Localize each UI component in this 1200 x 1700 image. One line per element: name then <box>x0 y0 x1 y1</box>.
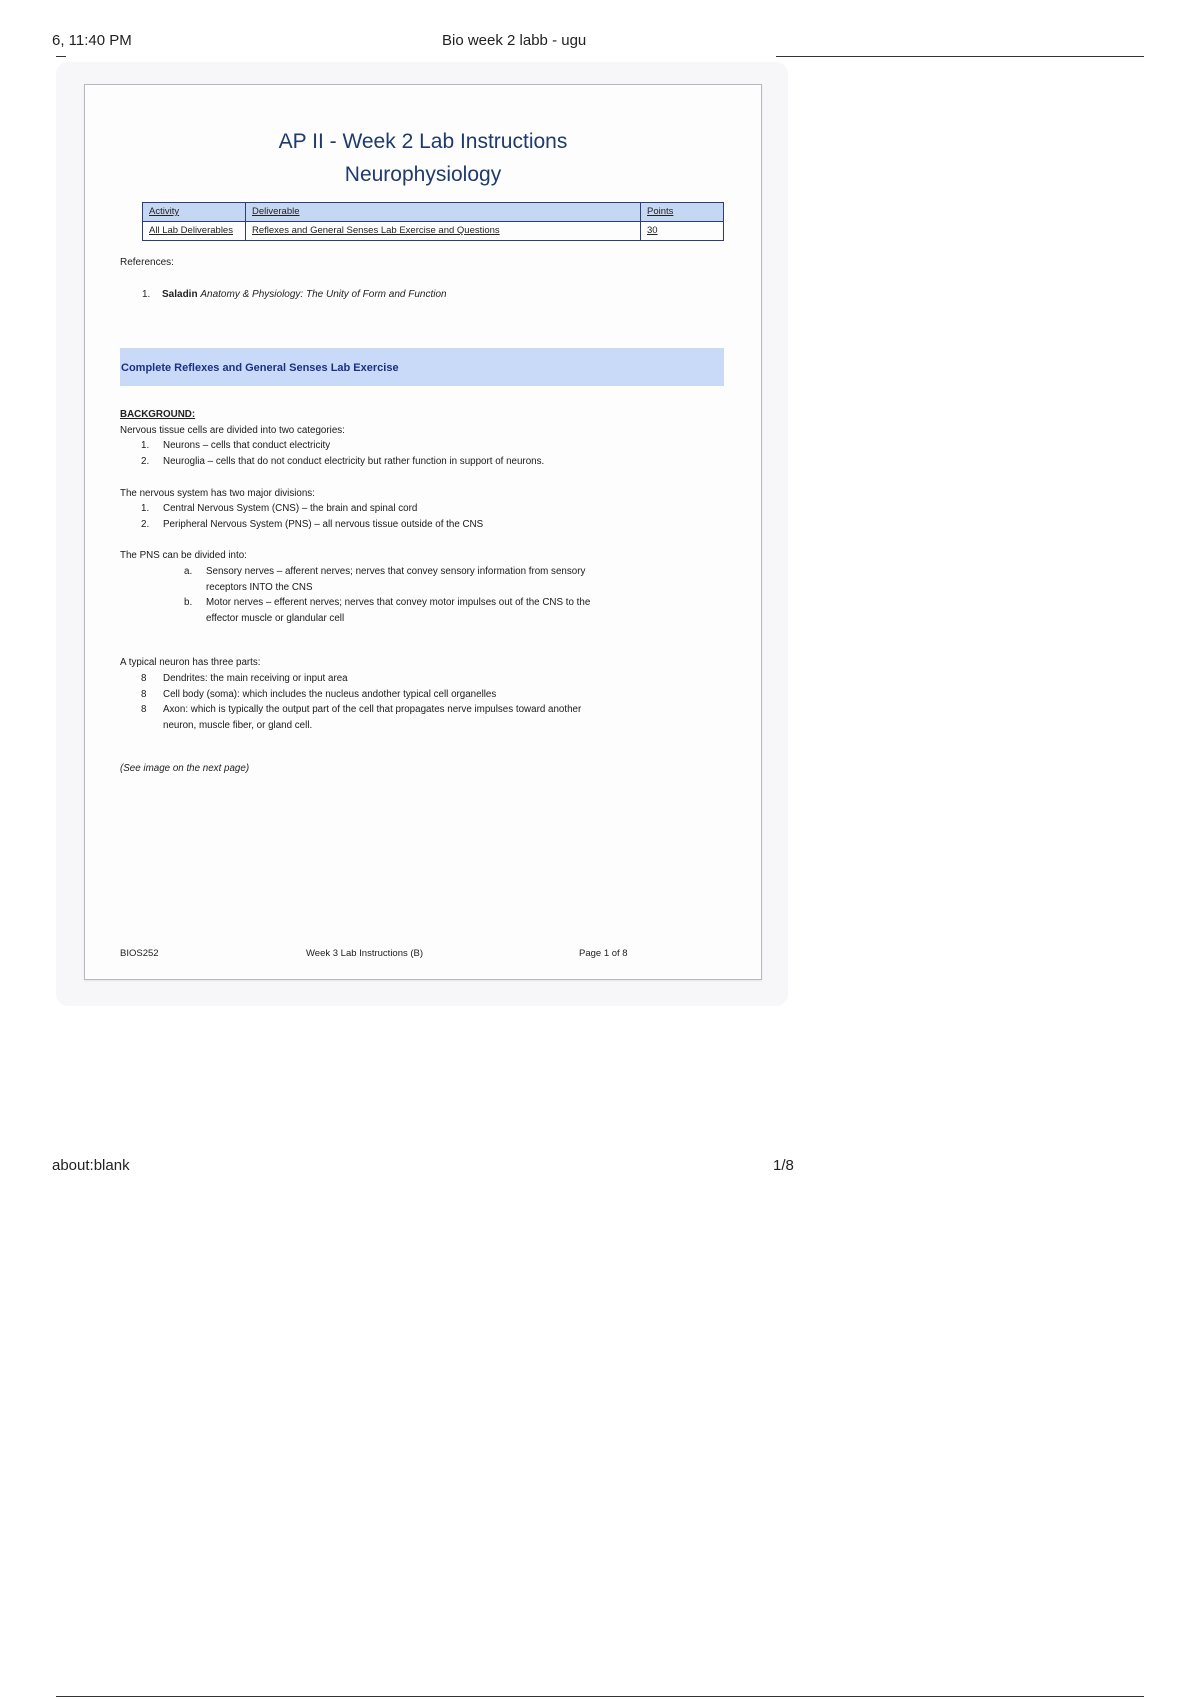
list-marker: 1. <box>141 440 150 451</box>
list-marker: 2. <box>141 518 150 530</box>
reference-author: Saladin <box>162 289 198 300</box>
footer-course: BIOS252 <box>120 948 159 959</box>
list-item <box>141 501 483 517</box>
divisions-list <box>141 501 484 532</box>
list-marker: 2. <box>141 455 150 467</box>
deliverables-table <box>142 202 724 241</box>
footer-center: Week 3 Lab Instructions (B) <box>306 948 424 959</box>
list-item-line: Axon: which is typically the output part of the cell that propagates nerve impulses toward another <box>163 704 582 715</box>
list-item-line: effector muscle or glandular cell <box>206 612 345 624</box>
table-row <box>143 222 724 241</box>
list-item-line: receptors INTO the CNS <box>206 581 313 593</box>
list-marker: 8 <box>141 688 147 700</box>
list-item <box>141 517 484 533</box>
list-item-line: Cell body (soma): which includes the nucleus andother typical cell organelles <box>163 688 497 700</box>
list-item-text: Central Nervous System (CNS) – the brain and spinal cord <box>163 503 418 514</box>
list-item <box>141 687 581 703</box>
reference-number: 1. <box>142 289 151 300</box>
nervous-tissue-intro: Nervous tissue cells are divided into two categories: <box>120 425 345 436</box>
list-item-text: Peripheral Nervous System (PNS) – all nervous tissue outside of the CNS <box>163 518 484 530</box>
list-item-line: Motor nerves – efferent nerves; nerves that convey motor impulses out of the CNS to the <box>206 597 591 608</box>
print-footer-page-count: 1/8 <box>773 1157 794 1174</box>
divisions-intro: The nervous system has two major divisions: <box>120 488 315 499</box>
list-marker: a. <box>184 566 193 577</box>
list-item <box>184 595 591 626</box>
list-marker: b. <box>184 597 193 608</box>
references-label: References: <box>120 257 174 268</box>
header-tick <box>56 56 66 57</box>
table-cell: Reflexes and General Senses Lab Exercise and Questions <box>246 222 641 241</box>
list-item <box>141 438 544 454</box>
background-heading: BACKGROUND: <box>120 409 196 420</box>
footer-page: Page 1 of 8 <box>579 948 628 959</box>
print-footer-url: about:blank <box>52 1157 130 1174</box>
column-header: Points <box>641 203 724 222</box>
title-line-2: Neurophysiology <box>344 163 502 186</box>
title-line-1: AP II - Week 2 Lab Instructions <box>278 130 568 153</box>
table-cell: 30 <box>641 222 724 241</box>
reference-book: Anatomy & Physiology: The Unity of Form and Function <box>200 289 447 300</box>
neuron-parts-list <box>141 671 582 733</box>
list-item <box>141 671 581 687</box>
document-title <box>85 125 761 191</box>
list-marker: 8 <box>141 704 147 715</box>
table-header-row <box>143 203 724 222</box>
list-item <box>141 454 545 470</box>
neuron-intro: A typical neuron has three parts: <box>120 657 261 668</box>
list-item-line: neuron, muscle fiber, or gland cell. <box>163 719 313 731</box>
list-item <box>184 564 590 595</box>
list-item-text: Neuroglia – cells that do not conduct electricity but rather function in support of neurons. <box>163 455 545 467</box>
list-item <box>141 702 582 733</box>
reference-item <box>142 289 447 300</box>
column-header: Deliverable <box>246 203 641 222</box>
document-page <box>84 84 762 980</box>
print-header-title: Bio week 2 labb - ugu <box>442 32 587 49</box>
header-rule <box>776 56 1144 57</box>
column-header: Activity <box>143 203 246 222</box>
bottom-rule <box>56 1696 1144 1697</box>
section-banner-title: Complete Reflexes and General Senses Lab Exercise <box>121 362 399 374</box>
list-item-text: Neurons – cells that conduct electricity <box>163 440 331 451</box>
pns-list <box>184 564 591 626</box>
list-item-line: Dendrites: the main receiving or input area <box>163 673 348 684</box>
table-cell: All Lab Deliverables <box>143 222 246 241</box>
see-image-note: (See image on the next page) <box>120 763 250 774</box>
list-marker: 1. <box>141 503 150 514</box>
nervous-tissue-list <box>141 438 545 469</box>
pns-intro: The PNS can be divided into: <box>120 550 247 561</box>
section-banner <box>120 348 724 386</box>
list-marker: 8 <box>141 673 147 684</box>
print-header-datetime: 6, 11:40 PM <box>52 32 132 49</box>
list-item-line: Sensory nerves – afferent nerves; nerves that convey sensory information from sensory <box>206 566 586 577</box>
